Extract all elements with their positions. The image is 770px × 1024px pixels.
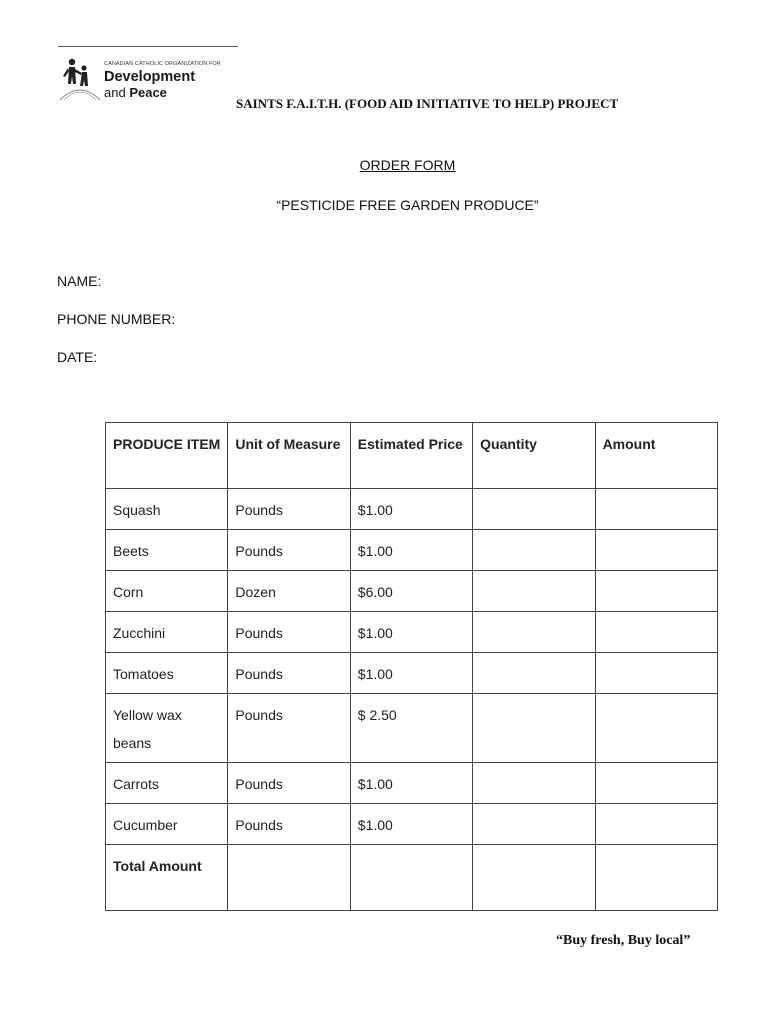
- name-label: NAME:: [57, 273, 102, 289]
- header-unit-of-measure: Unit of Measure: [228, 423, 350, 489]
- project-title: SAINTS F.A.I.T.H. (FOOD AID INITIATIVE TO HELP) PROJECT: [236, 96, 619, 111]
- price-cell: $1.00: [350, 612, 472, 653]
- quantity-cell[interactable]: [473, 694, 595, 763]
- header-produce-item: PRODUCE ITEM: [106, 423, 228, 489]
- amount-cell[interactable]: [595, 804, 717, 845]
- table-row: [106, 694, 718, 763]
- unit-cell: Pounds: [228, 804, 350, 845]
- quantity-cell[interactable]: [473, 571, 595, 612]
- price-cell: $1.00: [350, 530, 472, 571]
- price-cell: $1.00: [350, 489, 472, 530]
- amount-cell[interactable]: [595, 489, 717, 530]
- logo-word-peace: Peace: [129, 85, 167, 100]
- logo-rule: [58, 46, 238, 47]
- amount-cell[interactable]: [595, 694, 717, 763]
- item-cell: Tomatoes: [106, 653, 228, 694]
- unit-cell: Pounds: [228, 489, 350, 530]
- item-cell: Cucumber: [106, 804, 228, 845]
- logo-word-development: Development: [104, 69, 196, 85]
- date-label: DATE:: [57, 349, 98, 365]
- price-cell: $1.00: [350, 804, 472, 845]
- item-cell: Yellow wax beans: [106, 694, 228, 763]
- unit-cell: Dozen: [228, 571, 350, 612]
- total-amount-label: Total Amount: [106, 845, 228, 911]
- form-subtitle: “PESTICIDE FREE GARDEN PRODUCE”: [276, 197, 539, 213]
- logo-small-text: CANADIAN CATHOLIC ORGANIZATION FOR: [104, 61, 221, 67]
- price-cell: $ 2.50: [350, 694, 472, 763]
- price-cell: $1.00: [350, 763, 472, 804]
- table-row: [106, 612, 718, 653]
- amount-cell[interactable]: [595, 763, 717, 804]
- amount-cell[interactable]: [595, 571, 717, 612]
- total-amount-cell[interactable]: [595, 845, 717, 911]
- price-cell: $6.00: [350, 571, 472, 612]
- produce-order-table: [105, 422, 718, 911]
- item-cell: Squash: [106, 489, 228, 530]
- header-estimated-price: Estimated Price: [350, 423, 472, 489]
- item-cell: Carrots: [106, 763, 228, 804]
- table-row: [106, 571, 718, 612]
- total-quantity-cell[interactable]: [473, 845, 595, 911]
- tagline: “Buy fresh, Buy local”: [556, 933, 691, 948]
- table-row: [106, 763, 718, 804]
- unit-cell: Pounds: [228, 612, 350, 653]
- total-price-cell: [350, 845, 472, 911]
- logo-word-and: and: [104, 85, 130, 100]
- amount-cell[interactable]: [595, 612, 717, 653]
- quantity-cell[interactable]: [473, 489, 595, 530]
- total-unit-cell: [228, 845, 350, 911]
- item-cell: Zucchini: [106, 612, 228, 653]
- price-cell: $1.00: [350, 653, 472, 694]
- item-cell: Corn: [106, 571, 228, 612]
- amount-cell[interactable]: [595, 653, 717, 694]
- quantity-cell[interactable]: [473, 612, 595, 653]
- item-cell: Beets: [106, 530, 228, 571]
- quantity-cell[interactable]: [473, 530, 595, 571]
- logo-word-and-peace: [104, 85, 167, 100]
- unit-cell: Pounds: [228, 694, 350, 763]
- table-row: [106, 804, 718, 845]
- unit-cell: Pounds: [228, 653, 350, 694]
- unit-cell: Pounds: [228, 763, 350, 804]
- table-row: [106, 653, 718, 694]
- development-and-peace-logo: [58, 52, 248, 108]
- header-amount: Amount: [595, 423, 717, 489]
- table-header-row: [106, 423, 718, 489]
- order-form-title: ORDER FORM: [359, 157, 456, 173]
- quantity-cell[interactable]: [473, 804, 595, 845]
- table-row: [106, 489, 718, 530]
- table-row: [106, 530, 718, 571]
- amount-cell[interactable]: [595, 530, 717, 571]
- total-row: [106, 845, 718, 911]
- logo-figures-icon: [58, 54, 102, 102]
- unit-cell: Pounds: [228, 530, 350, 571]
- phone-number-label: PHONE NUMBER:: [57, 311, 176, 327]
- quantity-cell[interactable]: [473, 653, 595, 694]
- quantity-cell[interactable]: [473, 763, 595, 804]
- header-quantity: Quantity: [473, 423, 595, 489]
